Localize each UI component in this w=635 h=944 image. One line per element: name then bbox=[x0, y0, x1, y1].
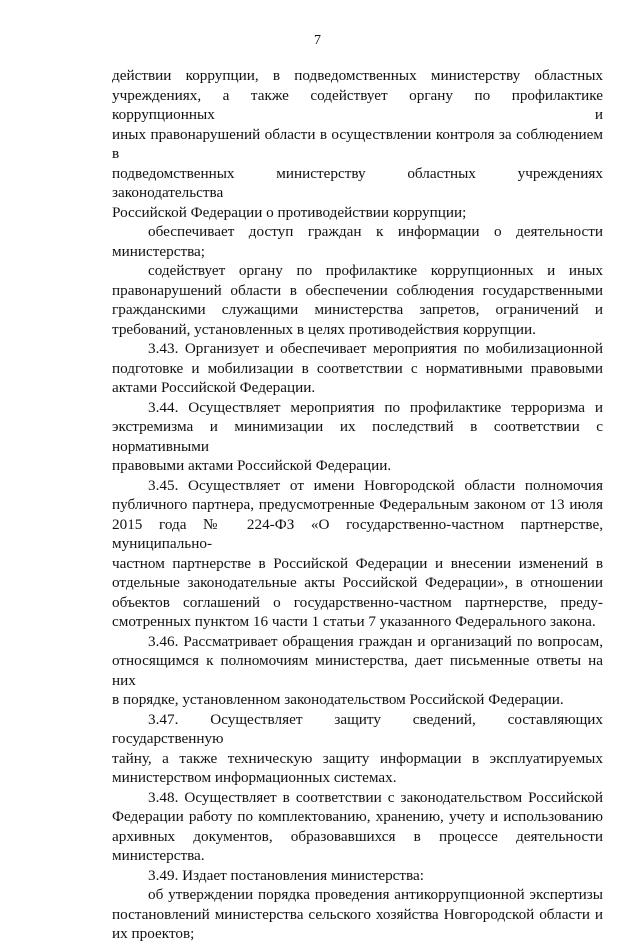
text-line: архивных документов, образовавшихся в процессе деятельности bbox=[112, 827, 603, 845]
text-line: публичного партнера, предусмотренные Федеральным законом от 13 июля bbox=[112, 496, 603, 513]
text-line: тайну, а также техническую защиту информации в эксплуатируемых bbox=[112, 749, 603, 767]
text-line: их проектов; bbox=[112, 925, 195, 942]
text-line: подведомственных министерству областных учреждениях законодательства bbox=[112, 164, 603, 201]
paragraph bbox=[112, 66, 603, 222]
document-body bbox=[112, 66, 603, 944]
paragraph bbox=[112, 339, 603, 398]
text-line: действии коррупции, в подведомственных министерству областных bbox=[112, 67, 603, 84]
text-line: обеспечивает доступ граждан к информации о деятельности bbox=[148, 223, 603, 240]
text-line: постановлений министерства сельского хозяйства Новгородской области и bbox=[112, 905, 603, 923]
text-line: гражданскими служащими министерства запретов, ограничений и bbox=[112, 301, 603, 318]
text-line: относящимся к полномочиям министерства, дает письменные ответы на них bbox=[112, 652, 603, 689]
paragraph bbox=[112, 476, 603, 632]
text-line: Российской Федерации о противодействии коррупции; bbox=[112, 203, 467, 221]
text-line: 2015 года № 224-ФЗ «О государственно-частном партнерстве, муниципально- bbox=[112, 515, 603, 552]
text-line: отдельные законодательные акты Российской Федерации», в отношении bbox=[112, 574, 603, 591]
paragraph bbox=[112, 885, 603, 944]
page-number: 7 bbox=[314, 33, 321, 48]
text-line: экстремизма и минимизации их последствий в соответствии с нормативными bbox=[112, 418, 603, 455]
paragraph bbox=[112, 866, 603, 886]
text-line: 3.48. Осуществляет в соответствии с законодательством Российской bbox=[148, 788, 603, 806]
text-line: 3.44. Осуществляет мероприятия по профилактике терроризма и bbox=[148, 398, 603, 416]
text-line: частном партнерстве в Российской Федерации и внесении изменений в bbox=[112, 554, 603, 572]
text-line: 3.47. Осуществляет защиту сведений, составляющих государственную bbox=[112, 710, 603, 747]
text-line: правонарушений области в обеспечении соблюдения государственными bbox=[112, 281, 603, 299]
text-line: смотренных пунктом 16 части 1 статьи 7 указанного Федерального закона. bbox=[112, 613, 596, 630]
text-line: в порядке, установленном законодательством Российской Федерации. bbox=[112, 691, 564, 708]
text-line: 3.43. Организует и обеспечивает мероприятия по мобилизационной bbox=[148, 340, 603, 357]
paragraph bbox=[112, 398, 603, 476]
paragraph bbox=[112, 632, 603, 710]
text-line: объектов соглашений о государственно-частном партнерстве, преду- bbox=[112, 593, 603, 611]
text-line: подготовке и мобилизации в соответствии с нормативными правовыми bbox=[112, 359, 603, 377]
paragraph bbox=[112, 261, 603, 339]
text-line: актами Российской Федерации. bbox=[112, 379, 316, 396]
text-line: об утверждении порядка проведения антикоррупционной экспертизы bbox=[148, 886, 603, 903]
text-line: министерства; bbox=[112, 242, 206, 260]
text-line: содействует органу по профилактике коррупционных и иных bbox=[148, 262, 603, 279]
text-line: министерства. bbox=[112, 847, 205, 864]
text-line: 3.45. Осуществляет от имени Новгородской области полномочия bbox=[148, 476, 603, 494]
text-line: 3.46. Рассматривает обращения граждан и организаций по вопросам, bbox=[148, 632, 603, 650]
text-line: учреждениях, а также содействует органу по профилактике коррупционных и bbox=[112, 86, 603, 123]
text-line: министерством информационных системах. bbox=[112, 769, 397, 786]
text-line: иных правонарушений области в осуществлении контроля за соблюдением в bbox=[112, 125, 603, 162]
paragraph bbox=[112, 788, 603, 866]
text-line: правовыми актами Российской Федерации. bbox=[112, 457, 392, 474]
text-line: Федерации работу по комплектованию, хранению, учету и использованию bbox=[112, 808, 603, 825]
text-line: требований, установленных в целях противодействия коррупции. bbox=[112, 320, 536, 338]
paragraph bbox=[112, 222, 603, 261]
paragraph bbox=[112, 710, 603, 788]
text-line: 3.49. Издает постановления министерства: bbox=[148, 866, 424, 884]
